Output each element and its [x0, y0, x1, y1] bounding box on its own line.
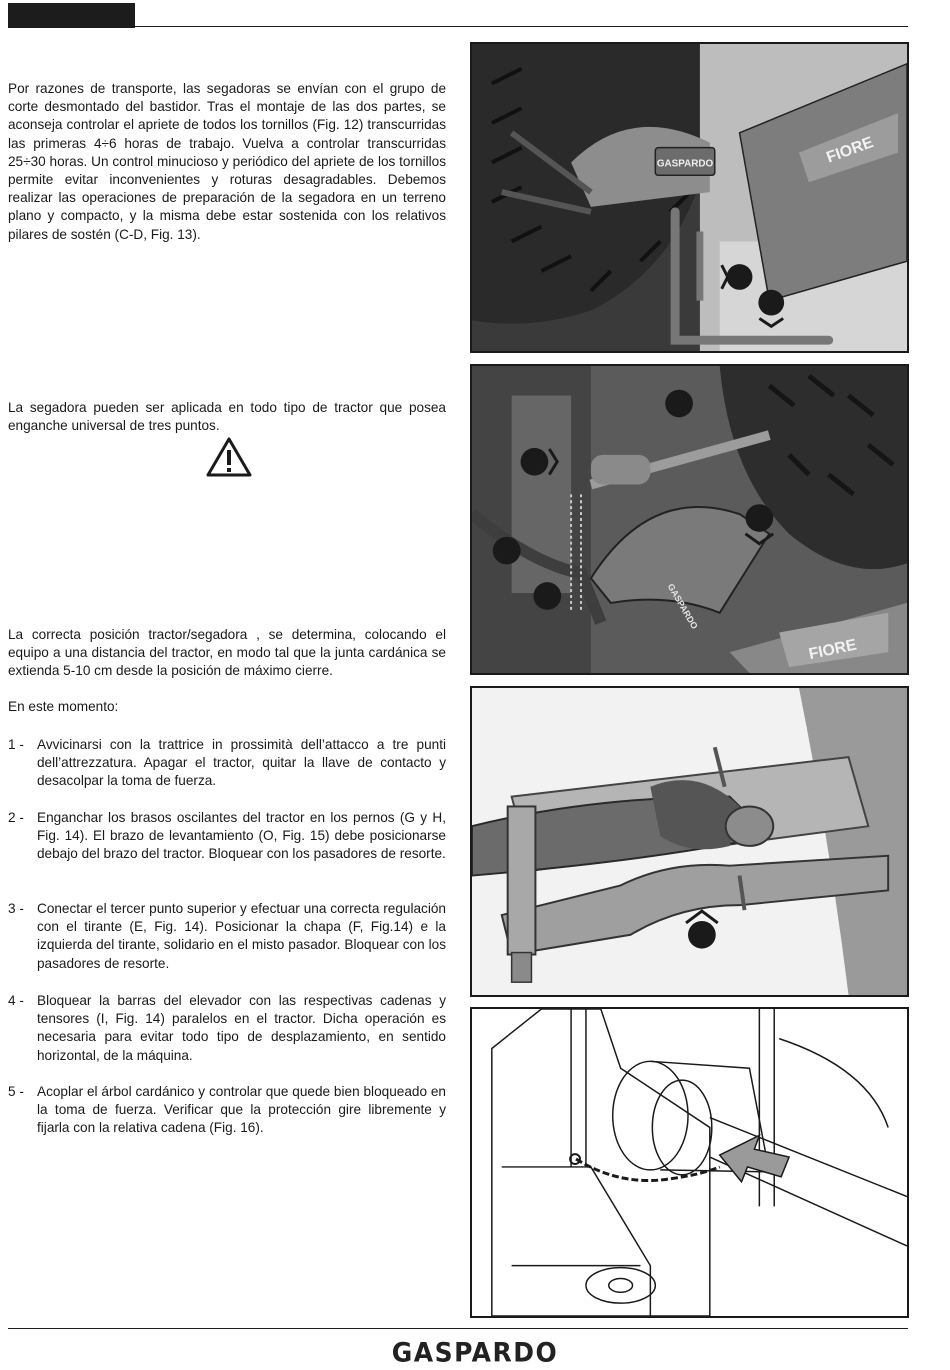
position-paragraph: La correcta posición tractor/segadora , se determina, colocando el equipo a una distancia del tractor, en modo tal que la junta cardánica se extienda 5-10 cm desde la posición de máximo cierre.: [8, 627, 446, 679]
footer-brand-logo: GASPARDO: [391, 1337, 559, 1368]
step-item: [8, 992, 446, 1065]
fig13-brand-plate: GASPARDO: [665, 581, 700, 631]
footer-rule: [8, 1328, 908, 1329]
figure-12-mower-support-stands: [470, 42, 909, 353]
step-text: Acoplar el árbol cardánico y controlar que quede bien bloqueado en la toma de fuerza. Verificar que la protección gire libremente y fijarla con la relativa cadena (Fig. 16).: [37, 1084, 446, 1136]
fig13-cutter-label: FIORE: [807, 636, 859, 664]
marker-h: [533, 582, 561, 610]
marker-o: [688, 921, 716, 949]
step-item: [8, 736, 446, 791]
marker-c: [727, 264, 753, 290]
step-text: Avvicinarsi con la trattrice in prossimità dell’attacco a tre punti dell’attrezzatura. Apagar el tractor, quitar la llave de contacto y desacolpar la toma de fuerza.: [37, 737, 446, 789]
step-text: Conectar el tercer punto superior y efectuar una correcta regulación con el tirante (E, Fig. 14). Posicionar la chapa (F, Fig.14) e la izquierda del tirante, solidario en el misto pasador. Bloquear con los pasadores de resorte.: [37, 901, 446, 971]
step-number: 3 -: [8, 901, 24, 916]
marker-d: [758, 290, 784, 316]
step-item: [8, 900, 446, 973]
step-number: 1 -: [8, 737, 24, 752]
hitch-paragraph: La segadora pueden ser aplicada en todo tipo de tractor que posea enganche universal de tres puntos.: [8, 400, 446, 434]
marker-i: [745, 504, 773, 532]
transport-paragraph: Por razones de transporte, las segadoras se envían con el grupo de corte desmontado del bastidor. Tras el montaje de las dos partes, se aconseja controlar el apriete de todos los tornillos (Fig. 12) transcurridas las primeras 4÷6 horas de trabajo. Vuelva a controlar transcurridas 25÷30 horas. Un control minucioso y periódico del apriete de los tornillos permite evitar inconvenientes y roturas desagradables. Debemos realizar las operaciones de preparación de la segadora en un terreno plano y compacto, y la misma debe estar sostenida con los relativos pilares de sostén (C-D, Fig. 13).: [8, 81, 446, 242]
figure-13-three-point-hitch: [470, 364, 909, 675]
fig12-cutter-label: FIORE: [824, 134, 876, 167]
step-text: Bloquear la barras del elevador con las respectivas cadenas y tensores (I, Fig. 14) paralelos en el tractor. Dicha operación es necesaria para evitar todo tipo de desplazamiento, en sentido horizontal, de la máquina.: [37, 993, 446, 1063]
fig12-brand-plate: GASPARDO: [656, 158, 714, 170]
marker-f: [521, 448, 549, 476]
step-item: [8, 1083, 446, 1138]
warning-icon: [205, 436, 253, 478]
marker-g: [493, 537, 521, 565]
figure-16-pto-shaft-chain: [470, 1007, 909, 1318]
marker-e: [665, 390, 693, 418]
step-number: 5 -: [8, 1084, 24, 1099]
step-number: 4 -: [8, 993, 24, 1008]
step-number: 2 -: [8, 810, 24, 825]
figure-15-lift-arm: [470, 686, 909, 997]
step-text: Enganchar los brasos oscilantes del tractor en los pernos (G y H, Fig. 14). El brazo de levantamiento (O, Fig. 15) debe posicionarse debajo del brazo del tractor. Bloquear con los pasadores de resorte.: [37, 810, 446, 862]
moment-paragraph: En este momento:: [8, 699, 119, 714]
header-tab: [8, 3, 135, 28]
step-item: [8, 809, 446, 864]
header-rule: [135, 26, 908, 27]
